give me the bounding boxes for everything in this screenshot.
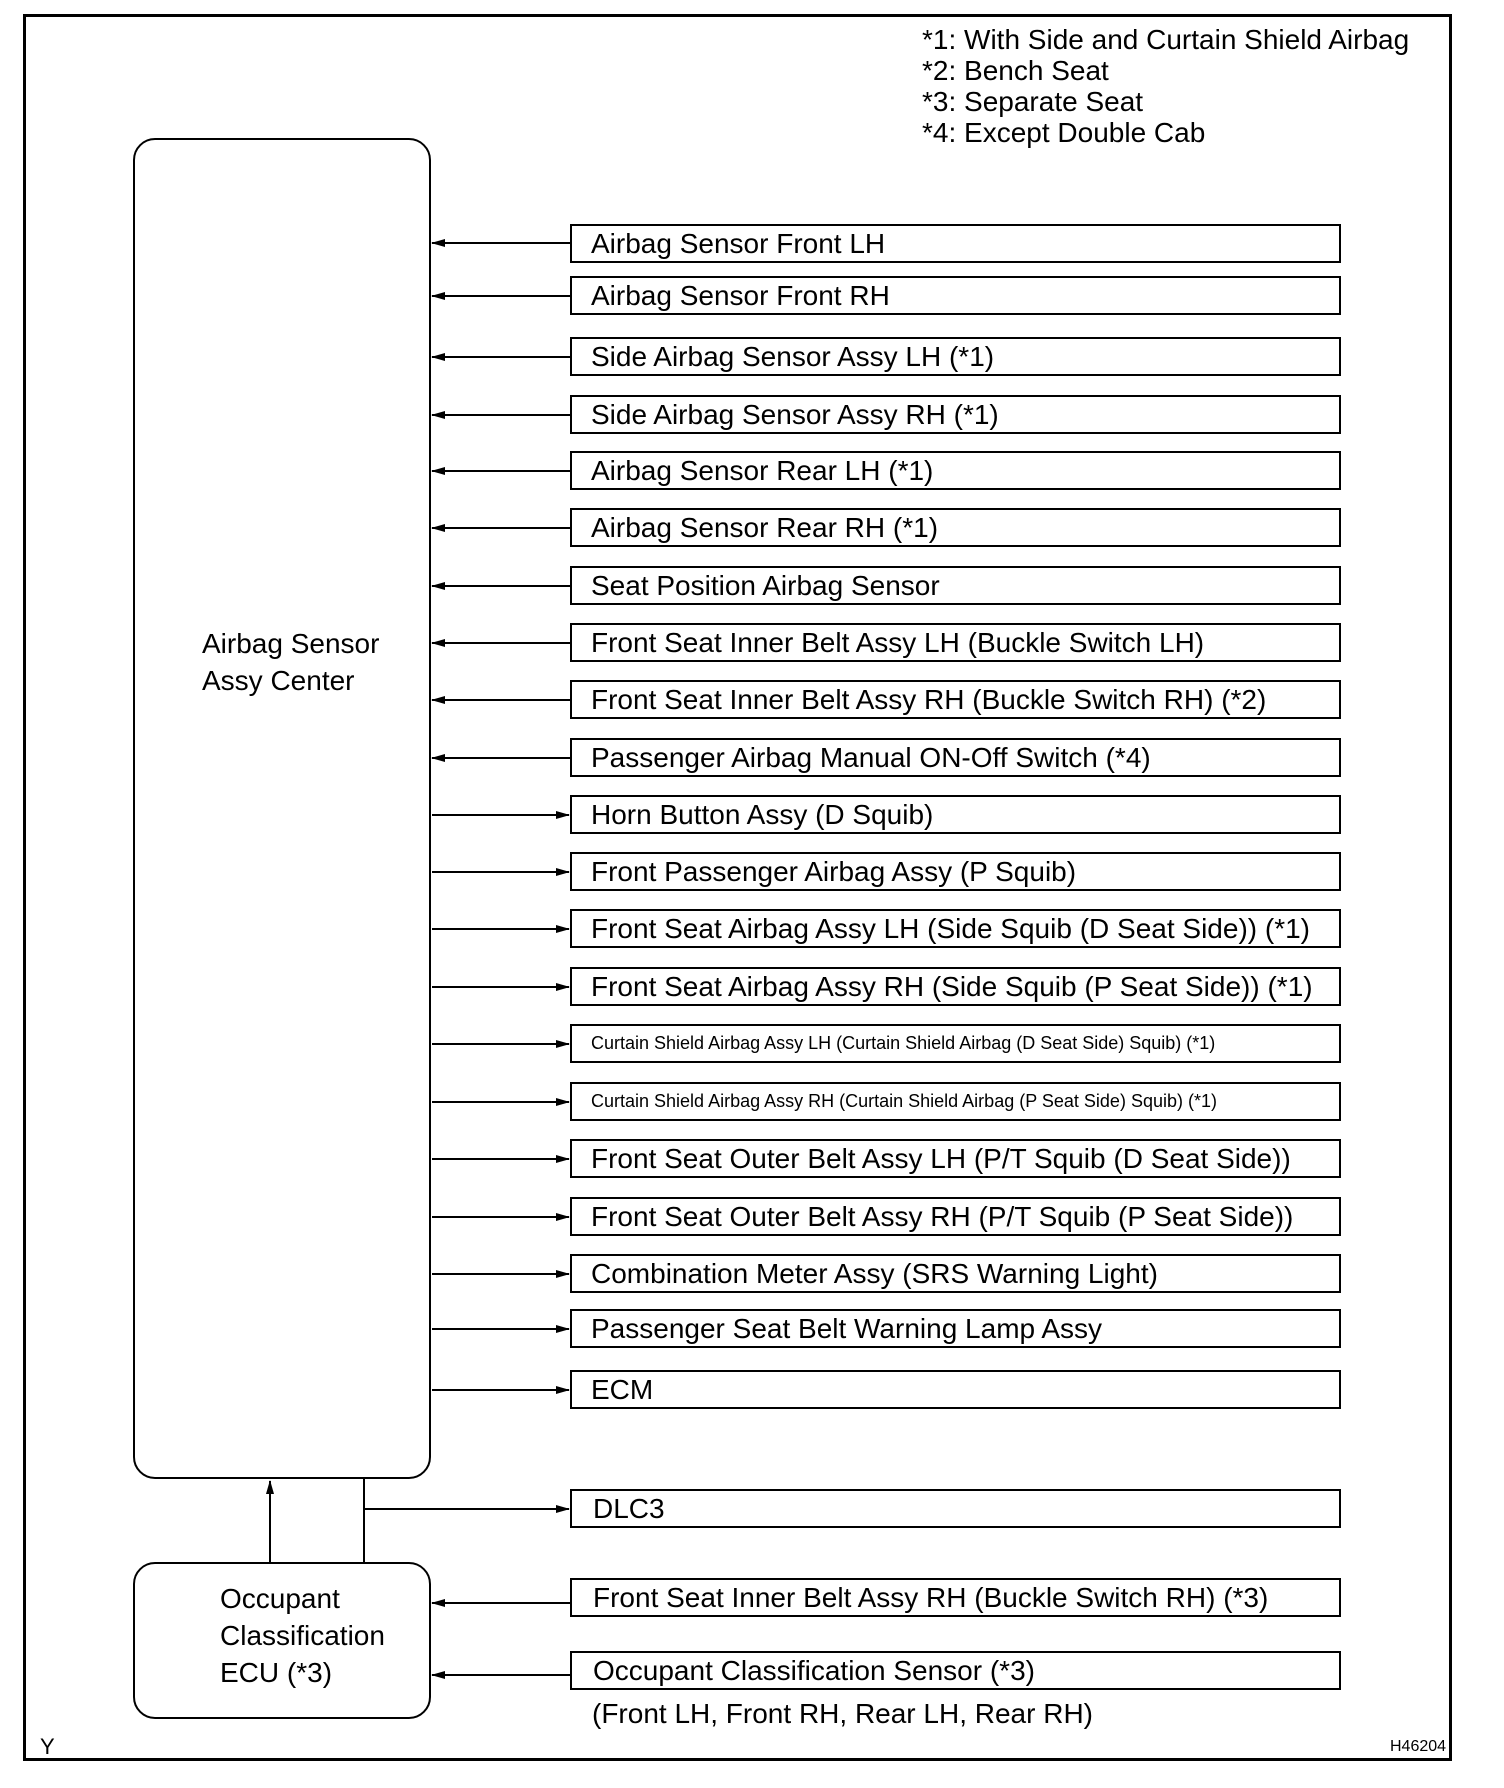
component-box-front-seat-airbag-rh: Front Seat Airbag Assy RH (Side Squib (P Seat Side)) (*1) bbox=[570, 967, 1341, 1006]
component-box-front-seat-outer-belt-rh: Front Seat Outer Belt Assy RH (P/T Squib (P Seat Side)) bbox=[570, 1197, 1341, 1236]
component-box-airbag-sensor-rear-lh: Airbag Sensor Rear LH (*1) bbox=[570, 451, 1341, 490]
component-box-side-airbag-sensor-lh: Side Airbag Sensor Assy LH (*1) bbox=[570, 337, 1341, 376]
corner-mark: Y bbox=[40, 1734, 55, 1759]
component-box-seat-position-airbag-sensor: Seat Position Airbag Sensor bbox=[570, 566, 1341, 605]
component-box-side-airbag-sensor-rh: Side Airbag Sensor Assy RH (*1) bbox=[570, 395, 1341, 434]
legend-note-3: *3: Separate Seat bbox=[922, 86, 1144, 117]
asc-label-line-2: Assy Center bbox=[202, 665, 355, 696]
component-box-ecm: ECM bbox=[570, 1370, 1341, 1409]
component-box-airbag-sensor-front-rh: Airbag Sensor Front RH bbox=[570, 276, 1341, 315]
component-box-passenger-seat-belt-warning-lamp: Passenger Seat Belt Warning Lamp Assy bbox=[570, 1309, 1341, 1348]
legend-note-1: *1: With Side and Curtain Shield Airbag bbox=[922, 24, 1410, 55]
occ-label-line-1: Occupant bbox=[220, 1583, 340, 1614]
component-box-dlc3: DLC3 bbox=[570, 1489, 1341, 1528]
legend-note-4: *4: Except Double Cab bbox=[922, 117, 1206, 148]
occ-label-line-2: Classification bbox=[220, 1620, 385, 1651]
component-box-combination-meter-assy: Combination Meter Assy (SRS Warning Light) bbox=[570, 1254, 1341, 1293]
component-box-front-seat-inner-belt-lh: Front Seat Inner Belt Assy LH (Buckle Switch LH) bbox=[570, 623, 1341, 662]
legend-note-2: *2: Bench Seat bbox=[922, 55, 1109, 86]
asc-label-line-1: Airbag Sensor bbox=[202, 628, 380, 659]
component-box-front-seat-inner-belt-rh-separate: Front Seat Inner Belt Assy RH (Buckle Switch RH) (*3) bbox=[570, 1578, 1341, 1617]
occupant-sensor-positions-note: (Front LH, Front RH, Rear LH, Rear RH) bbox=[592, 1698, 1093, 1729]
component-box-horn-button-assy: Horn Button Assy (D Squib) bbox=[570, 795, 1341, 834]
component-box-passenger-airbag-manual-switch: Passenger Airbag Manual ON-Off Switch (*4) bbox=[570, 738, 1341, 777]
component-box-curtain-shield-airbag-rh: Curtain Shield Airbag Assy RH (Curtain Shield Airbag (P Seat Side) Squib) (*1) bbox=[570, 1082, 1341, 1121]
component-box-occupant-classification-sensor: Occupant Classification Sensor (*3) bbox=[570, 1651, 1341, 1690]
component-box-front-passenger-airbag-assy: Front Passenger Airbag Assy (P Squib) bbox=[570, 852, 1341, 891]
wire-dlc3 bbox=[364, 1479, 569, 1509]
component-box-front-seat-outer-belt-lh: Front Seat Outer Belt Assy LH (P/T Squib (D Seat Side)) bbox=[570, 1139, 1341, 1178]
component-box-airbag-sensor-front-lh: Airbag Sensor Front LH bbox=[570, 224, 1341, 263]
figure-code: H46204 bbox=[1390, 1738, 1447, 1755]
component-box-airbag-sensor-rear-rh: Airbag Sensor Rear RH (*1) bbox=[570, 508, 1341, 547]
occ-label-line-3: ECU (*3) bbox=[220, 1657, 333, 1688]
component-box-front-seat-airbag-lh: Front Seat Airbag Assy LH (Side Squib (D Seat Side)) (*1) bbox=[570, 909, 1341, 948]
component-box-front-seat-inner-belt-rh-bench: Front Seat Inner Belt Assy RH (Buckle Switch RH) (*2) bbox=[570, 680, 1341, 719]
component-box-curtain-shield-airbag-lh: Curtain Shield Airbag Assy LH (Curtain Shield Airbag (D Seat Side) Squib) (*1) bbox=[570, 1024, 1341, 1063]
